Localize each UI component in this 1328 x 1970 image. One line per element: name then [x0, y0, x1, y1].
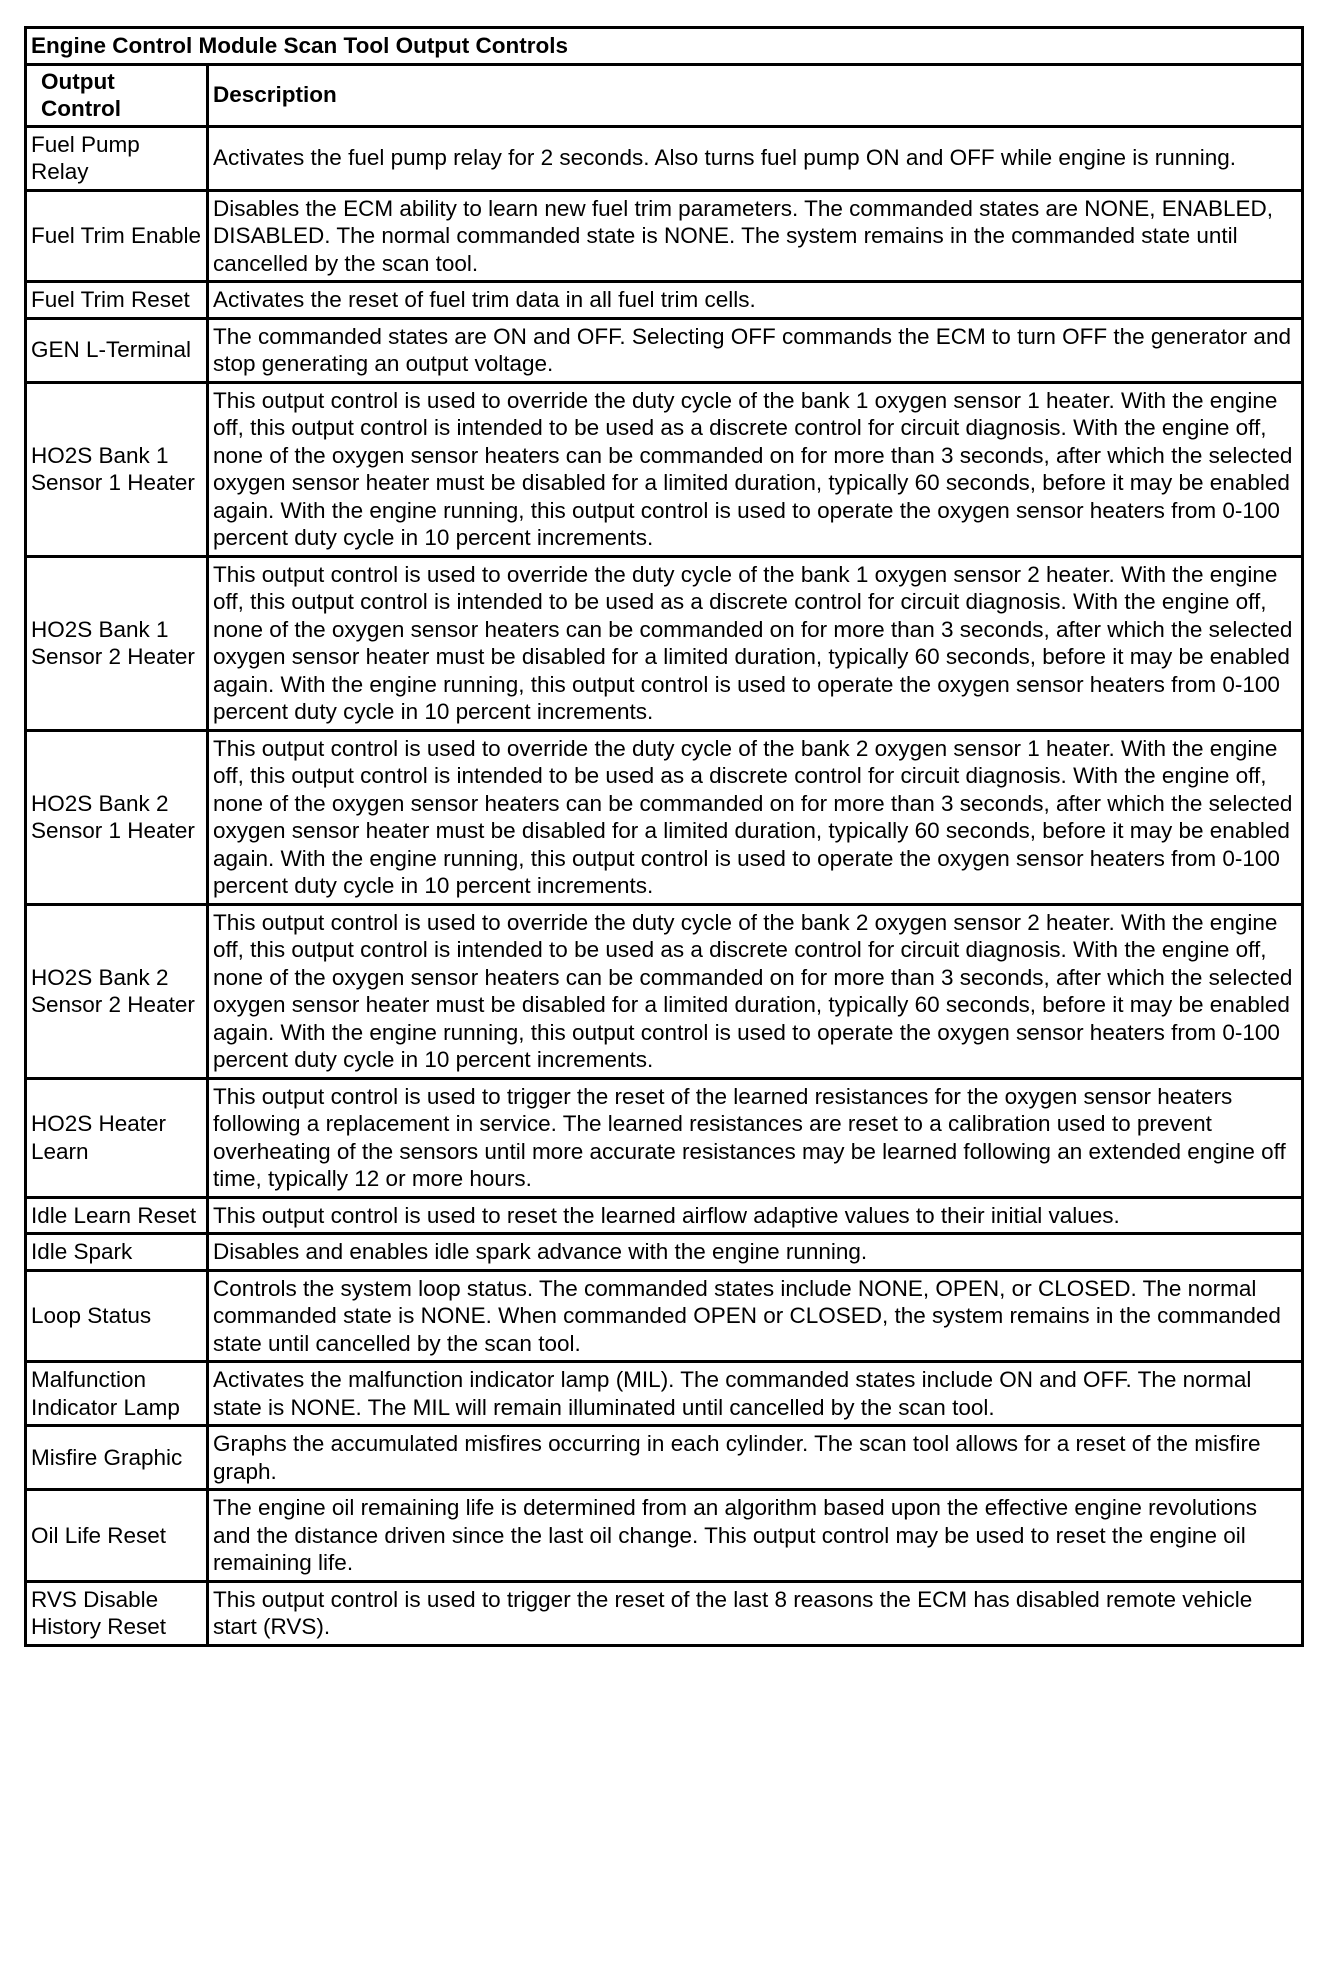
output-control-description: This output control is used to override the duty cycle of the bank 1 oxygen sensor 2 heater. With the engine off, this output control is intended to be used as a discrete control for circuit diagnosis. With the engine off, none of the oxygen sensor heaters can be commanded on for more than 3 seconds, after which the selected oxygen sensor heater must be disabled for a limited duration, typically 60 seconds, before it may be enabled again. With the engine running, this output control is used to operate the oxygen sensor heaters from 0-100 percent duty cycle in 10 percent increments. — [208, 556, 1303, 730]
output-control-description: This output control is used to override the duty cycle of the bank 2 oxygen sensor 2 heater. With the engine off, this output control is intended to be used as a discrete control for circuit diagnosis. With the engine off, none of the oxygen sensor heaters can be commanded on for more than 3 seconds, after which the selected oxygen sensor heater must be disabled for a limited duration, typically 60 seconds, before it may be enabled again. With the engine running, this output control is used to operate the oxygen sensor heaters from 0-100 percent duty cycle in 10 percent increments. — [208, 904, 1303, 1078]
output-control-description: Activates the malfunction indicator lamp (MIL). The commanded states include ON and OFF. The normal state is NONE. The MIL will remain illuminated until cancelled by the scan tool. — [208, 1362, 1303, 1426]
output-control-description: The engine oil remaining life is determined from an algorithm based upon the effective engine revolutions and the distance driven since the last oil change. This output control may be used to reset the engine oil remaining life. — [208, 1490, 1303, 1582]
output-control-description: Activates the reset of fuel trim data in all fuel trim cells. — [208, 282, 1303, 319]
table-row — [26, 1078, 1303, 1197]
table-row — [26, 282, 1303, 319]
output-control-description: This output control is used to override the duty cycle of the bank 1 oxygen sensor 1 heater. With the engine off, this output control is intended to be used as a discrete control for circuit diagnosis. With the engine off, none of the oxygen sensor heaters can be commanded on for more than 3 seconds, after which the selected oxygen sensor heater must be disabled for a limited duration, typically 60 seconds, before it may be enabled again. With the engine running, this output control is used to operate the oxygen sensor heaters from 0-100 percent duty cycle in 10 percent increments. — [208, 382, 1303, 556]
table-row — [26, 1234, 1303, 1271]
table-row — [26, 1270, 1303, 1362]
output-control-name: HO2S Heater Learn — [26, 1078, 208, 1197]
output-control-description: Disables the ECM ability to learn new fuel trim parameters. The commanded states are NONE, ENABLED, DISABLED. The normal commanded state is NONE. The system remains in the commanded state until cancelled by the scan tool. — [208, 190, 1303, 282]
column-header-output-control: Output Control — [26, 64, 208, 126]
table-row — [26, 904, 1303, 1078]
table-row — [26, 1197, 1303, 1234]
output-control-name: Fuel Trim Enable — [26, 190, 208, 282]
output-control-name: Idle Spark — [26, 1234, 208, 1271]
table-row — [26, 126, 1303, 190]
output-control-description: Disables and enables idle spark advance with the engine running. — [208, 1234, 1303, 1271]
output-control-description: This output control is used to trigger the reset of the last 8 reasons the ECM has disabled remote vehicle start (RVS). — [208, 1581, 1303, 1645]
table-row — [26, 1490, 1303, 1582]
output-control-description: This output control is used to reset the learned airflow adaptive values to their initial values. — [208, 1197, 1303, 1234]
output-control-name: Oil Life Reset — [26, 1490, 208, 1582]
table-row — [26, 1362, 1303, 1426]
output-control-name: HO2S Bank 2 Sensor 1 Heater — [26, 730, 208, 904]
table-body — [26, 126, 1303, 1645]
table-row — [26, 382, 1303, 556]
output-control-name: Loop Status — [26, 1270, 208, 1362]
output-control-description: The commanded states are ON and OFF. Selecting OFF commands the ECM to turn OFF the generator and stop generating an output voltage. — [208, 318, 1303, 382]
table-row — [26, 1426, 1303, 1490]
output-control-name: HO2S Bank 1 Sensor 1 Heater — [26, 382, 208, 556]
output-control-name: Malfunction Indicator Lamp — [26, 1362, 208, 1426]
output-control-name: Misfire Graphic — [26, 1426, 208, 1490]
column-header-description: Description — [208, 64, 1303, 126]
output-control-description: This output control is used to trigger the reset of the learned resistances for the oxygen sensor heaters following a replacement in service. The learned resistances are reset to a calibration used to prevent overheating of the sensors until more accurate resistances may be learned following an extended engine off time, typically 12 or more hours. — [208, 1078, 1303, 1197]
output-control-name: HO2S Bank 1 Sensor 2 Heater — [26, 556, 208, 730]
table-row — [26, 556, 1303, 730]
output-control-description: This output control is used to override the duty cycle of the bank 2 oxygen sensor 1 heater. With the engine off, this output control is intended to be used as a discrete control for circuit diagnosis. With the engine off, none of the oxygen sensor heaters can be commanded on for more than 3 seconds, after which the selected oxygen sensor heater must be disabled for a limited duration, typically 60 seconds, before it may be enabled again. With the engine running, this output control is used to operate the oxygen sensor heaters from 0-100 percent duty cycle in 10 percent increments. — [208, 730, 1303, 904]
output-control-description: Controls the system loop status. The commanded states include NONE, OPEN, or CLOSED. The normal commanded state is NONE. When commanded OPEN or CLOSED, the system remains in the commanded state until cancelled by the scan tool. — [208, 1270, 1303, 1362]
table-row — [26, 190, 1303, 282]
table-row — [26, 318, 1303, 382]
output-controls-table — [24, 26, 1304, 1647]
output-control-description: Graphs the accumulated misfires occurring in each cylinder. The scan tool allows for a reset of the misfire graph. — [208, 1426, 1303, 1490]
output-control-name: RVS Disable History Reset — [26, 1581, 208, 1645]
output-control-name: GEN L-Terminal — [26, 318, 208, 382]
output-control-description: Activates the fuel pump relay for 2 seconds. Also turns fuel pump ON and OFF while engine is running. — [208, 126, 1303, 190]
output-control-name: Fuel Trim Reset — [26, 282, 208, 319]
output-control-name: HO2S Bank 2 Sensor 2 Heater — [26, 904, 208, 1078]
table-row — [26, 1581, 1303, 1645]
table-row — [26, 730, 1303, 904]
output-control-name: Idle Learn Reset — [26, 1197, 208, 1234]
output-control-name: Fuel Pump Relay — [26, 126, 208, 190]
table-title: Engine Control Module Scan Tool Output Controls — [26, 28, 1303, 65]
